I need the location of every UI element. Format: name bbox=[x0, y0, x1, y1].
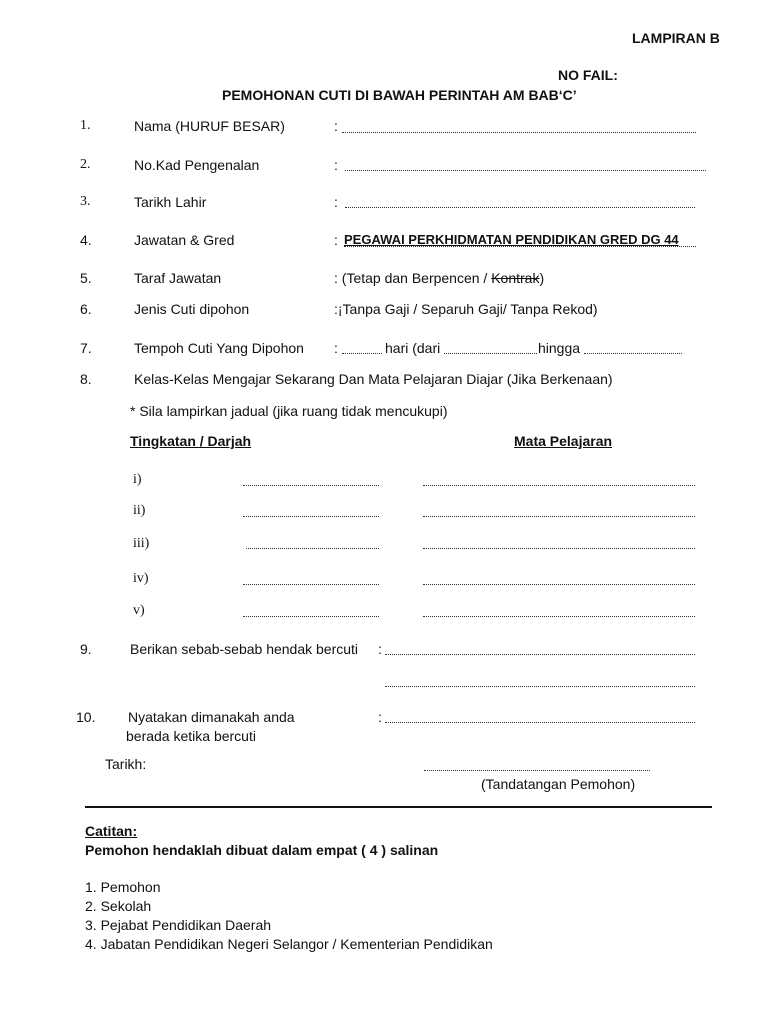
leave-type-value: :¡Tanpa Gaji / Separuh Gaji/ Tanpa Rekod) bbox=[334, 301, 598, 317]
field-6-number: 6. bbox=[80, 301, 92, 317]
field-10-number: 10. bbox=[76, 709, 96, 725]
field-7-label: Tempoh Cuti Yang Dipohon bbox=[134, 340, 304, 356]
birth-date-input-line[interactable] bbox=[345, 207, 695, 208]
class-form-input-5[interactable] bbox=[243, 616, 379, 617]
leave-start-input-line[interactable] bbox=[444, 353, 537, 354]
field-1-number: 1. bbox=[80, 118, 91, 133]
field-1-colon: : bbox=[334, 118, 338, 134]
class-subject-input-5[interactable] bbox=[423, 616, 695, 617]
class-form-input-1[interactable] bbox=[243, 485, 379, 486]
position-grade-line bbox=[344, 246, 696, 247]
class-row-numeral-1: i) bbox=[133, 472, 142, 487]
notes-instruction: Pemohon hendaklah dibuat dalam empat ( 4 ) salinan bbox=[85, 842, 439, 858]
class-form-input-3[interactable] bbox=[246, 548, 379, 549]
field-5-number: 5. bbox=[80, 270, 92, 286]
class-subject-input-2[interactable] bbox=[423, 516, 695, 517]
field-9-number: 9. bbox=[80, 641, 92, 657]
subject-column-header: Mata Pelajaran bbox=[514, 433, 613, 449]
field-9-label: Berikan sebab-sebab hendak bercuti bbox=[130, 641, 359, 657]
field-4-label: Jawatan & Gred bbox=[134, 232, 235, 248]
until-text: hingga bbox=[538, 340, 581, 356]
employment-status-suffix: ) bbox=[539, 270, 545, 286]
section-divider bbox=[85, 806, 712, 808]
class-subject-input-3[interactable] bbox=[423, 548, 695, 549]
field-8-number: 8. bbox=[80, 371, 92, 387]
field-1-label: Nama (HURUF BESAR) bbox=[134, 118, 285, 134]
field-3-label: Tarikh Lahir bbox=[134, 194, 207, 210]
reasons-input-line-2[interactable] bbox=[385, 686, 695, 687]
class-form-input-4[interactable] bbox=[243, 584, 379, 585]
class-row-numeral-4: iv) bbox=[133, 571, 149, 586]
employment-status-struck: Kontrak bbox=[491, 270, 540, 286]
class-form-input-2[interactable] bbox=[243, 516, 379, 517]
employment-status-value bbox=[334, 270, 544, 286]
field-2-label: No.Kad Pengenalan bbox=[134, 157, 260, 173]
field-10-colon: : bbox=[378, 709, 382, 725]
field-10-label-line2: berada ketika bercuti bbox=[126, 728, 256, 744]
attachment-label: LAMPIRAN B bbox=[632, 30, 720, 46]
field-2-number: 2. bbox=[80, 157, 91, 172]
employment-status-prefix: : (Tetap dan Berpencen / bbox=[334, 270, 492, 286]
field-3-colon: : bbox=[334, 194, 338, 210]
signature-line[interactable] bbox=[424, 770, 650, 771]
position-grade-value: PEGAWAI PERKHIDMATAN PENDIDIKAN GRED DG 44 bbox=[344, 232, 679, 247]
class-subject-input-1[interactable] bbox=[423, 485, 695, 486]
leave-location-input-line[interactable] bbox=[385, 722, 695, 723]
class-subject-input-4[interactable] bbox=[423, 584, 695, 585]
copy-item-3: 3. Pejabat Pendidikan Daerah bbox=[85, 917, 272, 933]
schedule-note: * Sila lampirkan jadual (jika ruang tidak mencukupi) bbox=[130, 403, 448, 419]
days-from-text: hari (dari bbox=[385, 340, 441, 356]
class-row-numeral-2: ii) bbox=[133, 503, 146, 518]
leave-days-input-line[interactable] bbox=[342, 353, 382, 354]
field-4-number: 4. bbox=[80, 232, 92, 248]
field-6-label: Jenis Cuti dipohon bbox=[134, 301, 250, 317]
copy-item-2: 2. Sekolah bbox=[85, 898, 152, 914]
signature-caption: (Tandatangan Pemohon) bbox=[481, 776, 636, 792]
name-input-line[interactable] bbox=[342, 132, 696, 133]
class-row-numeral-5: v) bbox=[133, 603, 145, 618]
form-column-header: Tingkatan / Darjah bbox=[130, 433, 252, 449]
form-title: PEMOHONAN CUTI DI BAWAH PERINTAH AM BAB‘C’ bbox=[222, 87, 577, 103]
file-number-label: NO FAIL: bbox=[558, 67, 618, 83]
copy-item-1: 1. Pemohon bbox=[85, 879, 161, 895]
field-10-label-line1: Nyatakan dimanakah anda bbox=[128, 709, 295, 725]
field-2-colon: : bbox=[334, 157, 338, 173]
field-5-label: Taraf Jawatan bbox=[134, 270, 222, 286]
field-7-number: 7. bbox=[80, 340, 92, 356]
field-7-colon: : bbox=[334, 340, 338, 356]
ic-number-input-line[interactable] bbox=[345, 170, 706, 171]
date-label: Tarikh: bbox=[105, 756, 147, 772]
class-row-numeral-3: iii) bbox=[133, 536, 150, 551]
field-3-number: 3. bbox=[80, 194, 91, 209]
field-9-colon: : bbox=[378, 641, 382, 657]
field-4-colon: : bbox=[334, 232, 338, 248]
copy-item-4: 4. Jabatan Pendidikan Negeri Selangor / Kementerian Pendidikan bbox=[85, 936, 493, 952]
leave-end-input-line[interactable] bbox=[584, 353, 682, 354]
field-8-label: Kelas-Kelas Mengajar Sekarang Dan Mata Pelajaran Diajar (Jika Berkenaan) bbox=[134, 371, 613, 387]
reasons-input-line-1[interactable] bbox=[385, 654, 695, 655]
notes-title: Catitan: bbox=[85, 823, 138, 839]
